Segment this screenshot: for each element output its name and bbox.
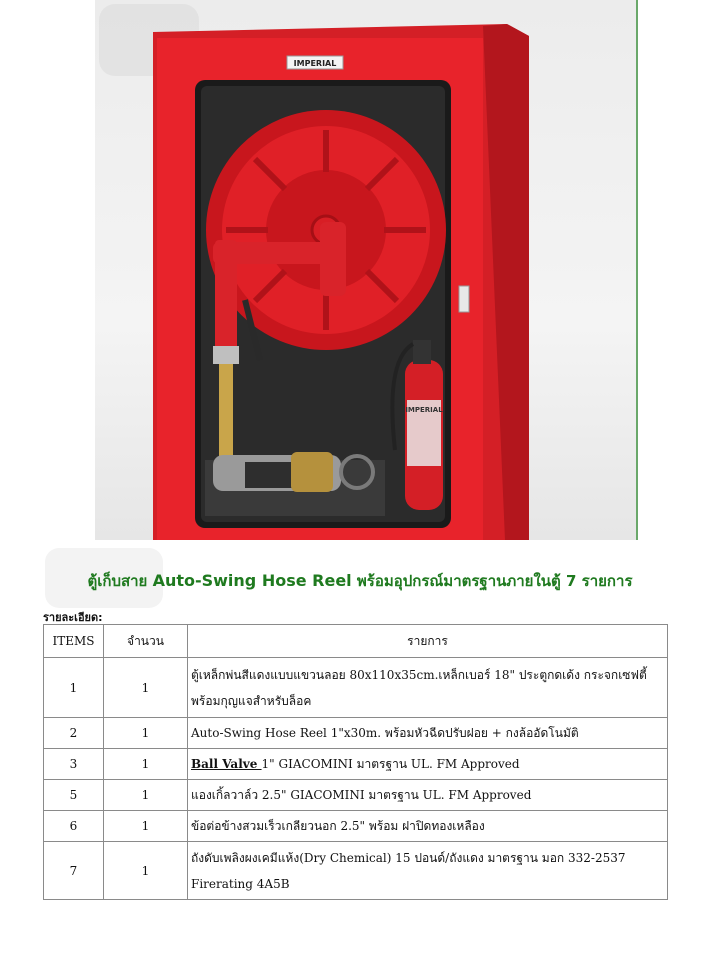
title-suffix: พร้อมอุปกรณ์มาตรฐานภายในตู้ 7 รายการ (351, 572, 633, 590)
details-label: รายละเอียด: (43, 611, 103, 624)
spec-table (43, 624, 668, 900)
product-title (0, 569, 720, 593)
item-quantity: 1 (104, 842, 188, 900)
table-row (44, 749, 668, 780)
item-description: แองเกิ้ลวาล์ว 2.5" GIACOMINI มาตรฐาน UL. FM Approved (188, 780, 668, 811)
table-row (44, 718, 668, 749)
brass-coupling (291, 452, 333, 492)
ball-valve-link[interactable]: Ball Valve (191, 757, 262, 771)
header-quantity: จำนวน (104, 625, 188, 658)
item-number: 1 (44, 658, 104, 718)
item-quantity: 1 (104, 658, 188, 718)
item-description: ถังดับเพลิงผงเคมีแห้ง(Dry Chemical) 15 ปอนด์/ถังแดง มาตรฐาน มอก 332-2537 Firerating 4A5B (188, 842, 668, 900)
item-description (188, 749, 668, 780)
table-row (44, 811, 668, 842)
item-number: 3 (44, 749, 104, 780)
item-number: 2 (44, 718, 104, 749)
cabinet-brand-label: IMPERIAL (293, 59, 337, 68)
title-product-name: Auto-Swing Hose Reel (152, 571, 352, 590)
item-description: ข้อต่อข้างสวมเร็วเกลียวนอก 2.5" พร้อม ฝาปิดทองเหลือง (188, 811, 668, 842)
item-quantity: 1 (104, 749, 188, 780)
table-row (44, 780, 668, 811)
item-quantity: 1 (104, 780, 188, 811)
product-photo (95, 0, 637, 540)
title-prefix: ตู้เก็บสาย (87, 572, 153, 590)
ball-valve (213, 346, 239, 364)
item-description-text: 1" GIACOMINI มาตรฐาน UL. FM Approved (261, 757, 520, 771)
photo-border (636, 0, 638, 540)
item-quantity: 1 (104, 718, 188, 749)
door-handle (459, 286, 469, 312)
item-number: 7 (44, 842, 104, 900)
item-description: ตู้เหล็กพ่นสีแดงแบบแขวนลอย 80x110x35cm.เหล็กเบอร์ 18" ประตูกดเด้ง กระจกเซฟตี้ พร้อมกุญแจสำหรับล็อค (188, 658, 668, 718)
hose-reel-cabinet-illustration (95, 0, 637, 540)
item-number: 6 (44, 811, 104, 842)
table-header-row (44, 625, 668, 658)
table-row (44, 842, 668, 900)
table-row (44, 658, 668, 718)
item-quantity: 1 (104, 811, 188, 842)
header-items: ITEMS (44, 625, 104, 658)
header-description: รายการ (188, 625, 668, 658)
extinguisher-brand-label: IMPERIAL (405, 406, 443, 414)
item-description: Auto-Swing Hose Reel 1"x30m. พร้อมหัวฉีดปรับฝอย + กงล้ออัดโนมัติ (188, 718, 668, 749)
item-number: 5 (44, 780, 104, 811)
